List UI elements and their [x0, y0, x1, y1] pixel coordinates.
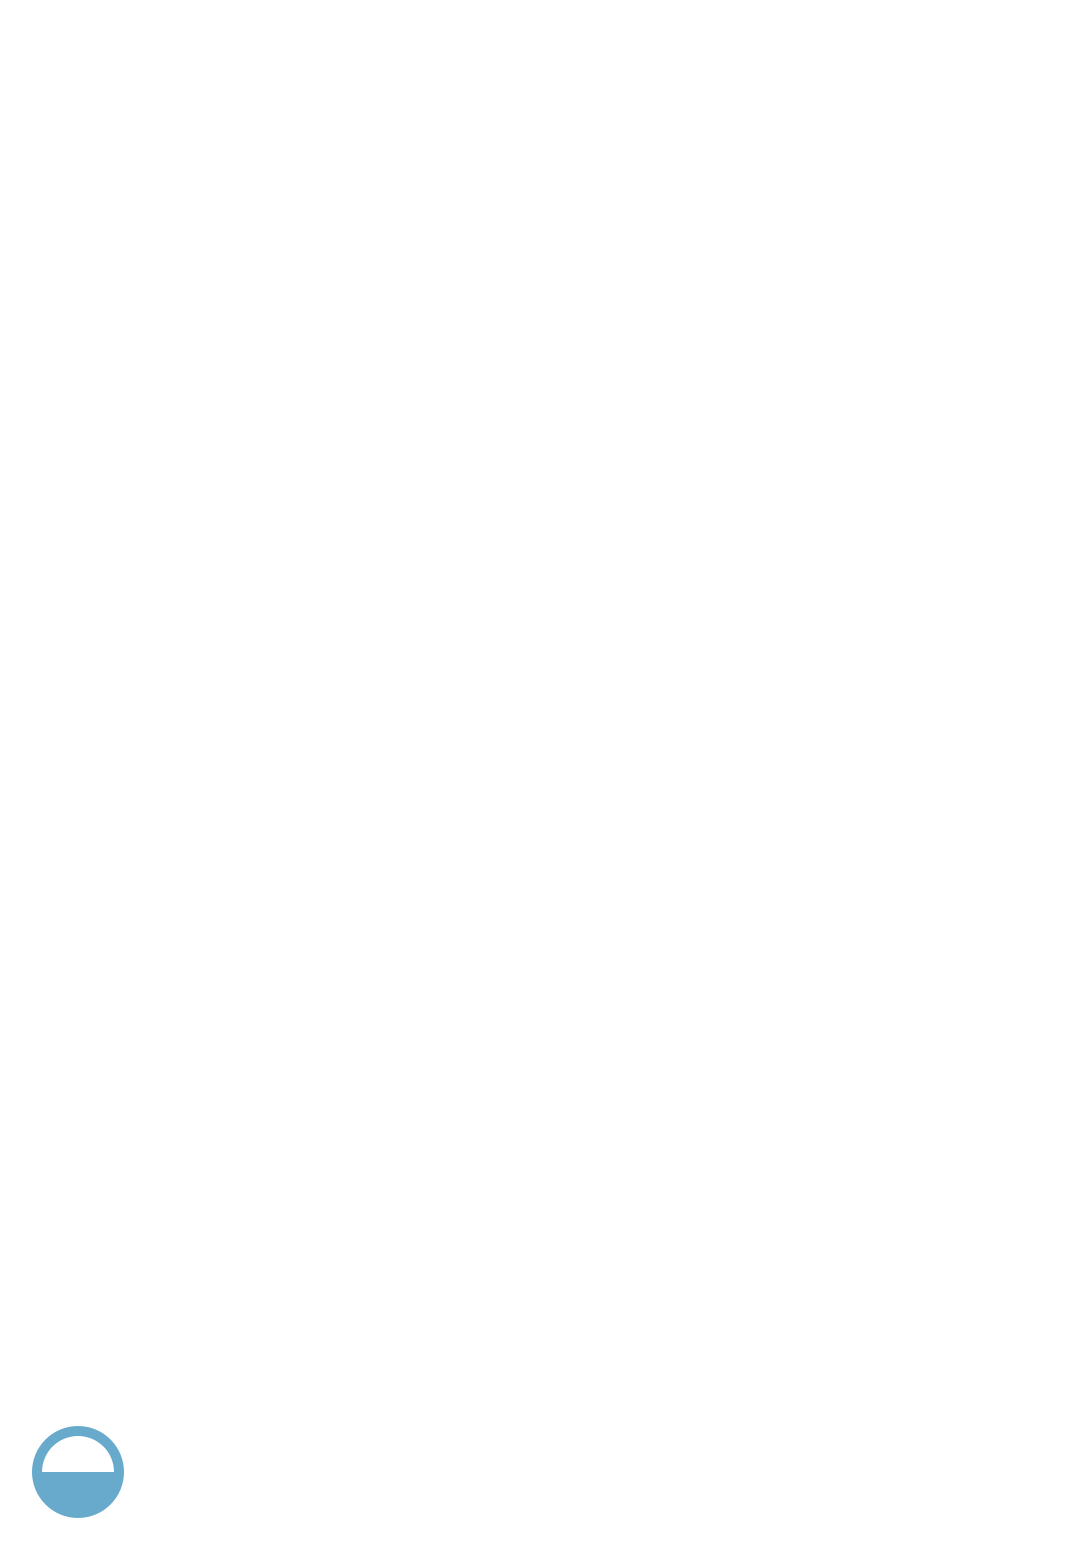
- sun-icon: [32, 1426, 124, 1518]
- watermark-logo: [0, 1406, 1080, 1555]
- book-page: [113, 96, 959, 158]
- article-title: [113, 122, 959, 152]
